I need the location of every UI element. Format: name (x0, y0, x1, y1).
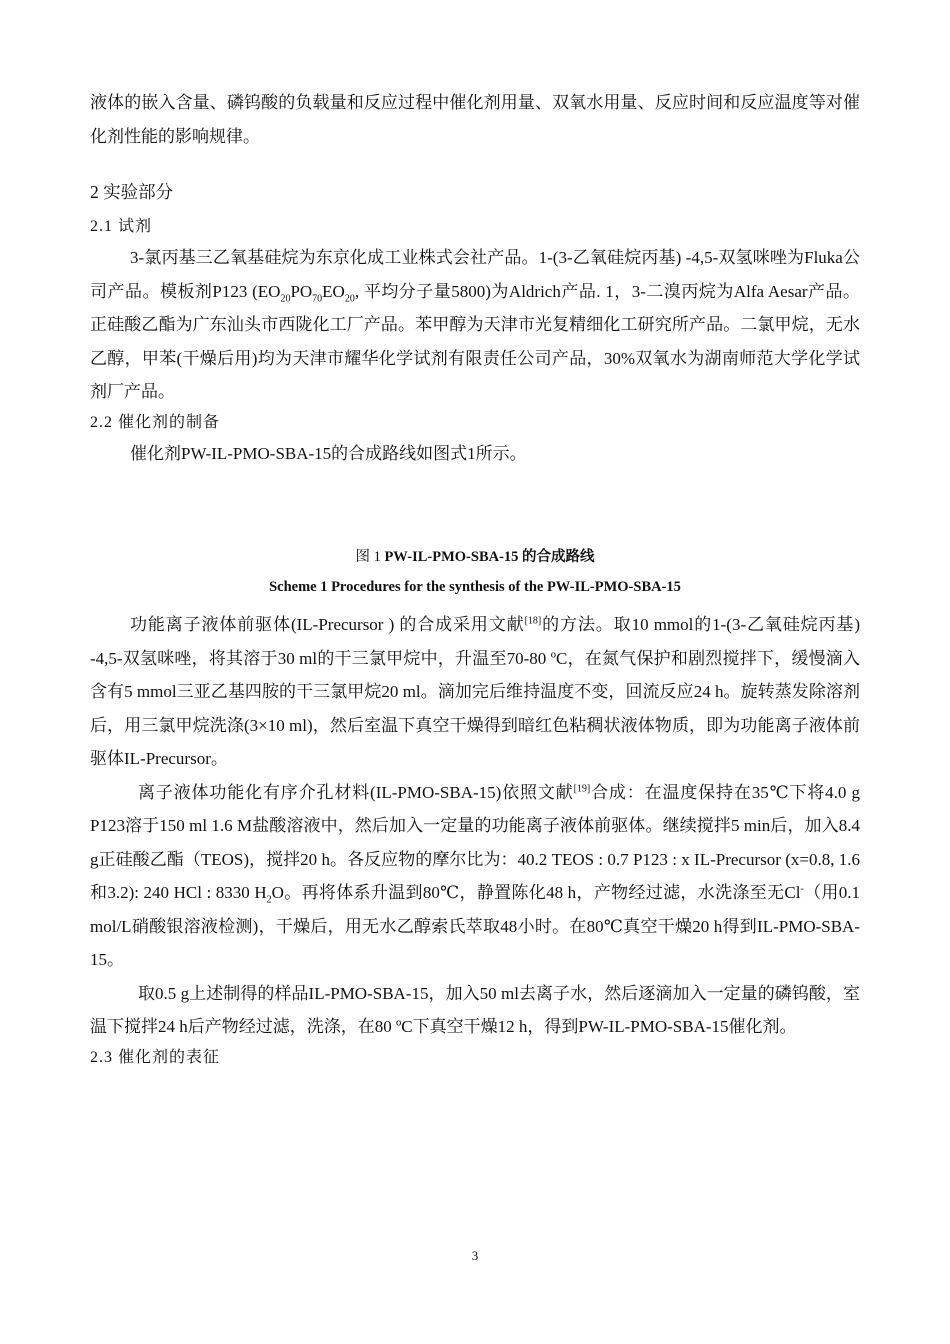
page-number: 3 (471, 1248, 479, 1263)
section-2-1-heading: 2.1 试剂 (90, 218, 153, 235)
section-2-3-heading: 2.3 催化剂的表征 (90, 1048, 221, 1066)
reagents-paragraph: 3-氯丙基三乙氧基硅烷为东京化成工业株式会社产品。1-(3-乙氧硅烷丙基) -4,5-双氢咪唑为Fluka公司产品。模板剂P123 ($EO_{20}PO_{70}EO_{20}$, 平均分子量5800)为Aldrich产品. 1，3-二溴丙烷为Alfa Aesar产品。正硅酸乙酯为广东汕头市西陇化工厂产品。苯甲醇为天津市光复精细化工研究所产品。二氯甲烷，无水乙醇，甲苯(干燥后用)均为天津市耀华化学试剂有限责任公司产品，30%双氧水为湖南师范大学化学试剂厂产品。 (90, 248, 860, 401)
section-2-2-heading: 2.2 催化剂的制备 (90, 413, 221, 431)
section-2-heading: 2 实验部分 (90, 182, 174, 202)
synthesis-route-paragraph: 催化剂PW-IL-PMO-SBA-15的合成路线如图式1所示。 (130, 443, 527, 463)
intro-paragraph: 液体的嵌入含量、磷钨酸的负载量和反应过程中催化剂用量、双氧水用量、反应时间和反应温度等对催化剂性能的影响规律。 (90, 93, 860, 146)
citation-18: [18] (524, 615, 542, 627)
catalyst-loading-paragraph: 取0.5 g上述制得的样品IL-PMO-SBA-15，加入50 ml去离子水，然后逐滴加入一定量的磷钨酸，室温下搅拌24 h后产物经过滤，洗涤，在80 ºC下真空干燥12 h，得到PW-IL-PMO-SBA-15催化剂。 (90, 983, 860, 1036)
ordered-material-paragraph: 离子液体功能化有序介孔材料(IL-PMO-SBA-15)依照文献[19]合成：在温度保持在35℃下将4.0 g P123溶于150 ml 1.6 M盐酸溶液中，然后加入一定量的功能离子液体前驱体。继续搅拌5 min后，加入8.4 g正硅酸乙酯（TEOS)，搅拌20 h。各反应物的摩尔比为：40.2 TEOS : 0.7 P123 : x IL-Precursor (x=0.8, 1.6和3.2): 240 HCl : 8330 $H_2O$。再将体系升温到80℃，静置陈化48 h，产物经过滤，水洗涤至无Cl-（用0.1 mol/L硝酸银溶液检测)，干燥后，用无水乙醇索氏萃取48小时。在80℃真空干燥20 h得到IL-PMO-SBA-15。 (90, 782, 860, 969)
precursor-paragraph: 功能离子液体前驱体(IL-Precursor ) 的合成采用文献[18]的方法。取10 mmol的1-(3-乙氧硅烷丙基) -4,5-双氢咪唑，将其溶于30 ml的干三氯甲烷中，升温至70-80 ºC，在氮气保护和剧烈搅拌下，缓慢滴入含有5 mmol三亚乙基四胺的干三氯甲烷20 ml。滴加完后维持温度不变，回流反应24 h。旋转蒸发除溶剂后，用三氯甲烷洗涤(3×10 ml)，然后室温下真空干燥得到暗红色粘稠状液体物质，即为功能离子液体前驱体IL-Precursor。 (90, 615, 860, 768)
figure-caption-cn: 图 1 PW-IL-PMO-SBA-15 的合成路线 (355, 549, 595, 565)
scheme-figure-area (90, 470, 860, 542)
figure-caption-en: Scheme 1 Procedures for the synthesis of the PW-IL-PMO-SBA-15 (269, 579, 681, 595)
citation-19: [19] (573, 782, 591, 794)
document-body (90, 86, 860, 1072)
